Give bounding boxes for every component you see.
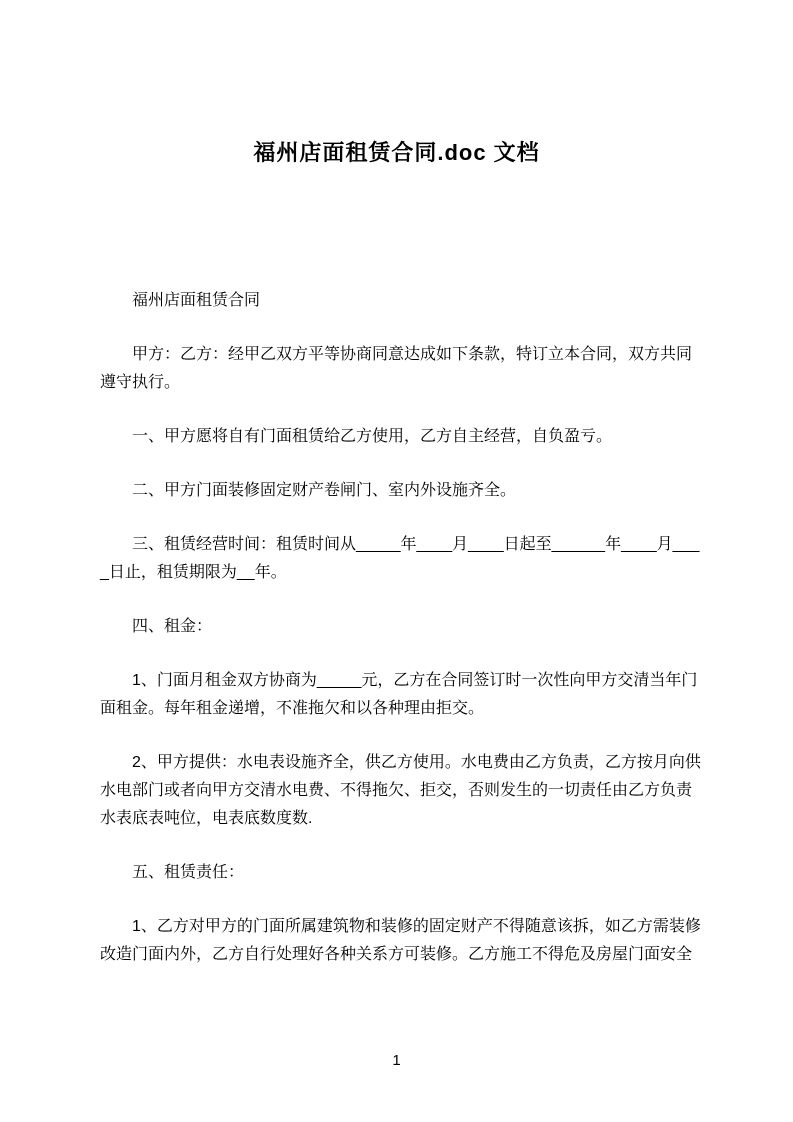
- paragraph-clause-2: 二、甲方门面装修固定财产卷闸门、室内外设施齐全。: [132, 482, 517, 499]
- paragraph-rent-item-2-utilities: 2、甲方提供：水电表设施齐全，供乙方使用。水电费由乙方负责，乙方按月向供水电部门或者向甲方交清水电费、不得拖欠、拒交，否则发生的一切责任由乙方负责水表底表吨位，电表底数度数.: [100, 754, 701, 827]
- paragraph-clause-1: 一、甲方愿将自有门面租赁给乙方使用，乙方自主经营，自负盈亏。: [132, 428, 613, 445]
- page-number: 1: [392, 1052, 401, 1069]
- paragraph-clause-3-lease-term: 三、租赁经营时间：租赁时间从_____年____月____日起至______年____月____日止，租赁期限为__年。: [100, 536, 700, 581]
- paragraph-responsibility-item-1: 1、乙方对甲方的门面所属建筑物和装修的固定财产不得随意该拆，如乙方需装修改造门面内外，乙方自行处理好各种关系方可装修。乙方施工不得危及房屋门面安全: [100, 918, 701, 963]
- paragraph-contract-heading: 福州店面租赁合同: [132, 292, 261, 309]
- paragraph-parties-intro: 甲方：乙方：经甲乙双方平等协商同意达成如下条款，特订立本合同，双方共同遵守执行。: [100, 346, 693, 391]
- paragraph-clause-5-responsibility-heading: 五、租赁责任：: [132, 864, 245, 881]
- paragraph-clause-4-rent-heading: 四、租金：: [132, 618, 213, 635]
- document-body: [100, 287, 701, 969]
- paragraph-rent-item-1: 1、门面月租金双方协商为_____元，乙方在合同签订时一次性向甲方交清当年门面租金。每年租金递增，不准拖欠和以各种理由拒交。: [100, 672, 698, 717]
- document-title: 福州店面租赁合同.doc 文档: [253, 140, 540, 165]
